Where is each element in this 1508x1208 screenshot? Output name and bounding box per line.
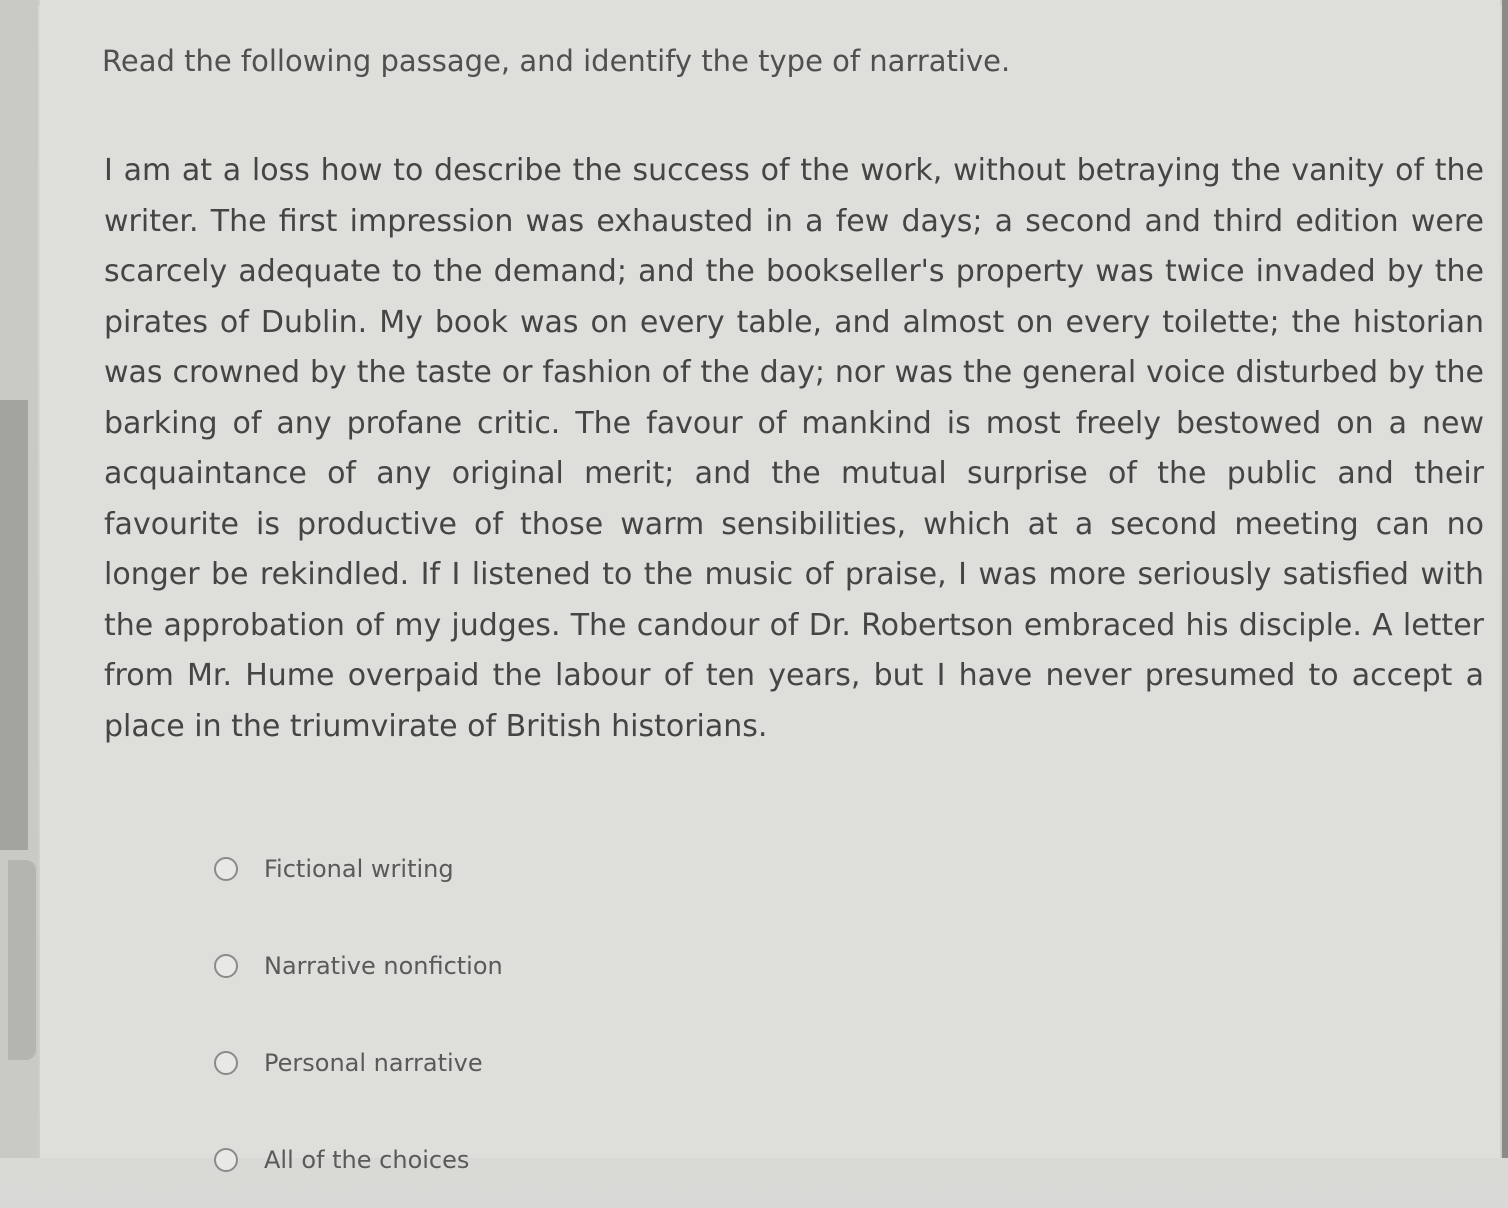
sidebar-strip	[0, 400, 28, 850]
option-label: Narrative nonfiction	[264, 951, 503, 980]
question-panel	[40, 0, 1500, 1174]
option-label: All of the choices	[264, 1145, 470, 1174]
radio-button[interactable]	[214, 954, 238, 978]
option-label: Personal narrative	[264, 1048, 483, 1077]
option-personal-narrative[interactable]	[214, 1014, 914, 1111]
left-sidebar-edge	[0, 0, 38, 1158]
option-fictional-writing[interactable]	[214, 820, 914, 917]
question-prompt: Read the following passage, and identify the type of narrative.	[102, 44, 1011, 78]
option-label: Fictional writing	[264, 854, 454, 883]
radio-button[interactable]	[214, 1148, 238, 1172]
option-all-of-the-choices[interactable]	[214, 1111, 914, 1208]
right-window-edge	[1502, 0, 1508, 1158]
passage-text: I am at a loss how to describe the success of the work, without betraying the vanity of the writer. The first impression was exhausted in a few days; a second and third edition were scarcely adequate to the demand; and the bookseller's property was twice invaded by the pirates of Dublin. My book was on every table, and almost on every toilette; the historian was crowned by the taste or fashion of the day; nor was the general voice disturbed by the barking of any profane critic. The favour of mankind is most freely bestowed on a new acquaintance of any original merit; and the mutual surprise of the public and their favourite is productive of those warm sensibilities, which at a second meeting can no longer be rekindled. If I listened to the music of praise, I was more seriously satisfied with the approbation of my judges. The candour of Dr. Robertson embraced his disciple. A letter from Mr. Hume overpaid the labour of ten years, but I have never presumed to accept a place in the triumvirate of British historians.	[104, 153, 1484, 744]
radio-button[interactable]	[214, 1051, 238, 1075]
radio-button[interactable]	[214, 857, 238, 881]
answer-options	[214, 820, 914, 1208]
scrollbar-thumb[interactable]	[8, 860, 36, 1060]
option-narrative-nonfiction[interactable]	[214, 917, 914, 1014]
